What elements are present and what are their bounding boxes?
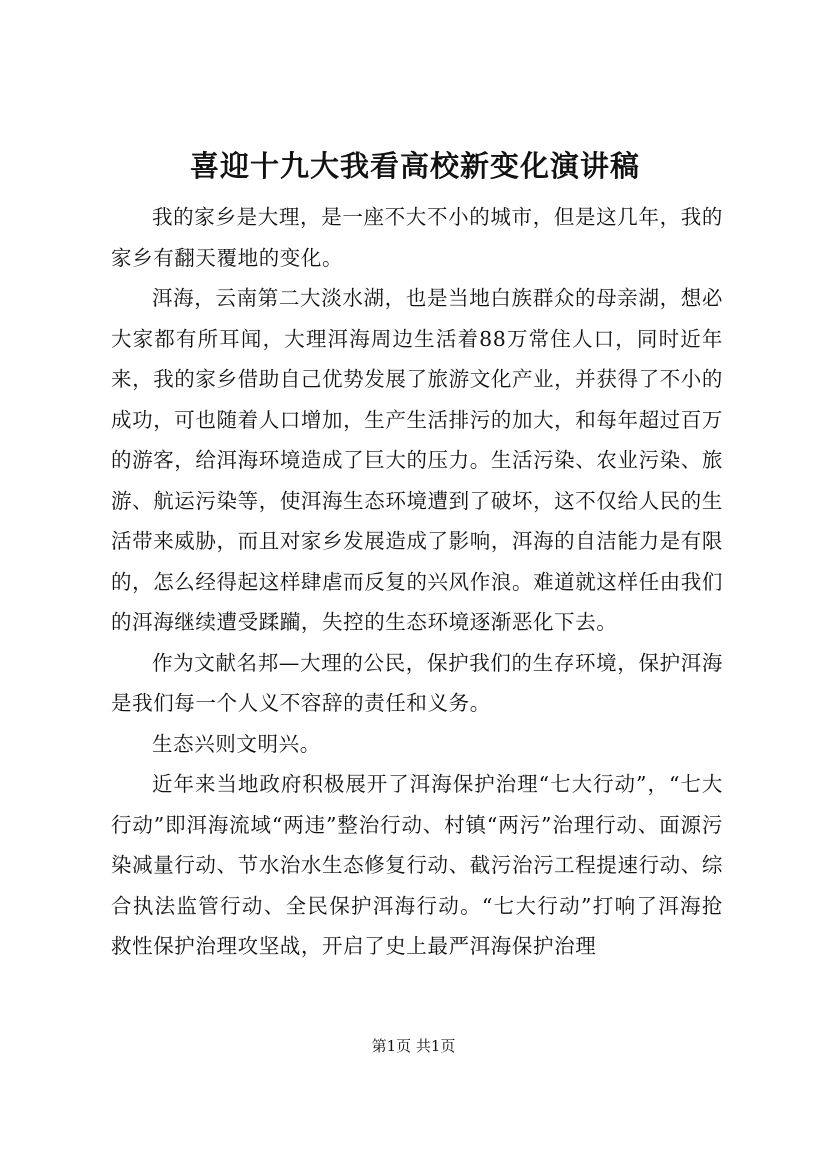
paragraph-3: 作为文献名邦—大理的公民，保护我们的生存环境，保护洱海是我们每一个人义不容辞的责任和义务。 (111, 650, 723, 715)
document-body (111, 197, 723, 967)
paragraph-1: 我的家乡是大理，是一座不大不小的城市，但是这几年，我的家乡有翻天覆地的变化。 (111, 205, 723, 270)
paragraph-4: 生态兴则文明兴。 (152, 731, 321, 756)
paragraph-5: 近年来当地政府积极展开了洱海保护治理“七大行动”，“七大行动”即洱海流域“两违”整治行动、村镇“两污”治理行动、面源污染减量行动、节水治水生态修复行动、截污治污工程提速行动、综合执法监管行动、全民保护洱海行动。“七大行动”打响了洱海抢救性保护治理攻坚战，开启了史上最严洱海保护治理 (111, 772, 723, 958)
document-title: 喜迎十九大我看高校新变化演讲稿 (189, 149, 640, 183)
page-footer: 第1页 共1页 (371, 1037, 456, 1055)
paragraph-2: 洱海，云南第二大淡水湖，也是当地白族群众的母亲湖，想必大家都有所耳闻，大理洱海周边生活着88万常住人口，同时近年来，我的家乡借助自己优势发展了旅游文化产业，并获得了不小的成功，可也随着人口增加，生产生活排污的加大，和每年超过百万的游客，给洱海环境造成了巨大的压力。生活污染、农业污染、旅游、航运污染等，使洱海生态环境遭到了破坏，这不仅给人民的生活带来威胁，而且对家乡发展造成了影响，洱海的自洁能力是有限的，怎么经得起这样肆虐而反复的兴风作浪。难道就这样任由我们的洱海继续遭受蹂躏，失控的生态环境逐渐恶化下去。 (111, 286, 723, 634)
